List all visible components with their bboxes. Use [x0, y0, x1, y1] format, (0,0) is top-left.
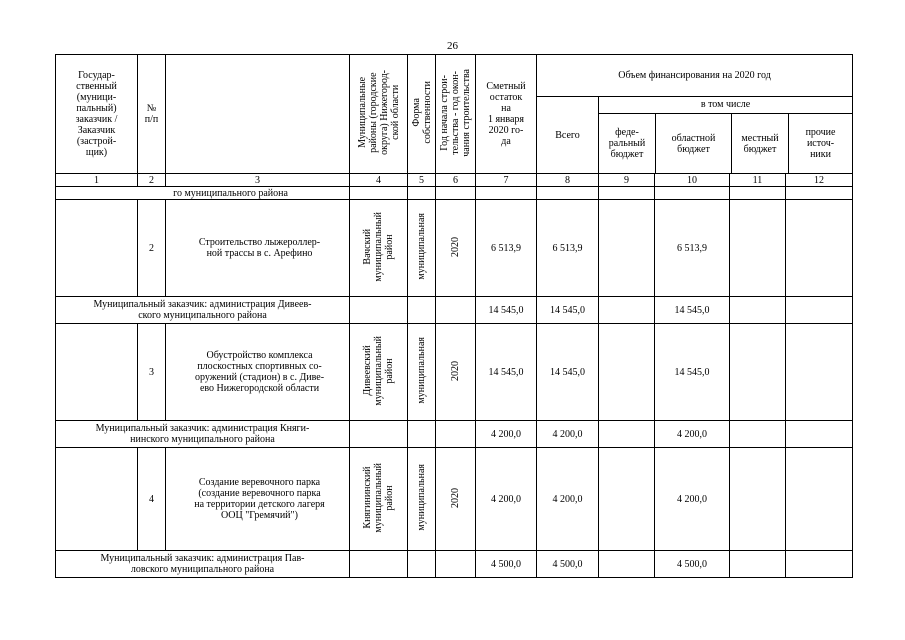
- col-num: 8: [537, 174, 599, 187]
- object-local: [730, 448, 786, 551]
- object-federal: [599, 324, 655, 421]
- col-num: 7: [476, 174, 537, 187]
- object-ownership-text: муниципальная: [416, 337, 427, 404]
- object-federal: [599, 448, 655, 551]
- customer-title: Муниципальный заказчик: администрация Княги- нинского муниципального района: [56, 421, 350, 448]
- object-federal: [599, 200, 655, 297]
- object-years: [436, 200, 476, 297]
- object-regional: 14 545,0: [655, 324, 730, 421]
- col-num: 10: [655, 174, 730, 187]
- customer-balance: 14 545,0: [476, 297, 537, 324]
- continuation-customer: го муниципального района: [56, 187, 350, 200]
- object-other: [786, 324, 853, 421]
- header-number: № п/п: [138, 55, 166, 174]
- object-district-text: Вачский муниципальный район: [362, 211, 395, 282]
- object-ownership: [408, 200, 436, 297]
- object-local: [730, 200, 786, 297]
- customer-regional: 14 545,0: [655, 297, 730, 324]
- object-balance: 6 513,9: [476, 200, 537, 297]
- object-local: [730, 324, 786, 421]
- object-number: 3: [138, 324, 166, 421]
- header-years-text: Год начала строи- тельства - год окон- чания строительства: [439, 68, 472, 157]
- header-including-block: [599, 97, 853, 174]
- header-balance: Сметный остаток на 1 января 2020 го- да: [476, 55, 537, 174]
- header-funding-title: Объем финансирования на 2020 год: [537, 55, 853, 97]
- col-num: 2: [138, 174, 166, 187]
- header-total: Всего: [537, 97, 599, 174]
- object-ownership-text: муниципальная: [416, 213, 427, 280]
- customer-row: [56, 551, 853, 578]
- object-years-text: 2020: [450, 360, 461, 381]
- customer-title: Муниципальный заказчик: администрация Дивеев- ского муниципального района: [56, 297, 350, 324]
- object-ownership: [408, 324, 436, 421]
- column-numbers-row: [56, 174, 853, 187]
- object-ownership: [408, 448, 436, 551]
- customer-regional: 4 500,0: [655, 551, 730, 578]
- object-row: [56, 324, 853, 421]
- customer-regional: 4 200,0: [655, 421, 730, 448]
- header-object: [166, 55, 350, 174]
- object-ownership-text: муниципальная: [416, 464, 427, 531]
- object-district: [350, 448, 408, 551]
- page-number: 26: [447, 40, 458, 52]
- header-ownership: [408, 55, 436, 174]
- header-district: [350, 55, 408, 174]
- object-district: [350, 200, 408, 297]
- object-regional: 6 513,9: [655, 200, 730, 297]
- col-num: 4: [350, 174, 408, 187]
- object-regional: 4 200,0: [655, 448, 730, 551]
- customer-row: [56, 297, 853, 324]
- object-total: 14 545,0: [537, 324, 599, 421]
- customer-total: 4 500,0: [537, 551, 599, 578]
- header-years: [436, 55, 476, 174]
- header-customer: Государ- ственный (муници- пальный) заказчик / Заказчик (застрой- щик): [56, 55, 138, 174]
- object-customer-empty: [56, 200, 138, 297]
- col-num: 12: [786, 174, 853, 187]
- object-name: Обустройство комплекса плоскостных спортивных со- оружений (стадион) в с. Диве- ево Нижегородской области: [166, 324, 350, 421]
- object-balance: 14 545,0: [476, 324, 537, 421]
- header-district-text: Муниципальные районы (городские округа) Нижегород- ской области: [356, 70, 401, 155]
- header-local: местный бюджет: [732, 114, 789, 173]
- header-row-1: [56, 55, 853, 97]
- financing-table: [55, 54, 853, 578]
- object-other: [786, 448, 853, 551]
- object-district-text: Дивеевский муниципальный район: [362, 335, 395, 406]
- header-regional: областной бюджет: [656, 114, 732, 173]
- customer-balance: 4 200,0: [476, 421, 537, 448]
- customer-title: Муниципальный заказчик: администрация Пав- ловского муниципального района: [56, 551, 350, 578]
- object-other: [786, 200, 853, 297]
- header-federal: феде- ральный бюджет: [599, 114, 656, 173]
- object-balance: 4 200,0: [476, 448, 537, 551]
- object-years-text: 2020: [450, 236, 461, 257]
- customer-balance: 4 500,0: [476, 551, 537, 578]
- object-number: 2: [138, 200, 166, 297]
- customer-row: [56, 421, 853, 448]
- object-years: [436, 324, 476, 421]
- col-num: 11: [730, 174, 786, 187]
- col-num: 5: [408, 174, 436, 187]
- object-name: Создание веревочного парка (создание веревочного парка на территории детского лагеря ООЦ "Гремячий"): [166, 448, 350, 551]
- col-num: 3: [166, 174, 350, 187]
- header-ownership-text: Форма собственности: [410, 81, 433, 144]
- customer-total: 4 200,0: [537, 421, 599, 448]
- continuation-row: [56, 187, 853, 200]
- object-row: [56, 200, 853, 297]
- col-num: 1: [56, 174, 138, 187]
- header-including: в том числе: [599, 97, 852, 114]
- object-district: [350, 324, 408, 421]
- object-years-text: 2020: [450, 487, 461, 508]
- col-num: 6: [436, 174, 476, 187]
- object-years: [436, 448, 476, 551]
- object-number: 4: [138, 448, 166, 551]
- object-total: 4 200,0: [537, 448, 599, 551]
- object-row: [56, 448, 853, 551]
- header-other: прочие источ- ники: [805, 127, 836, 160]
- object-name: Строительство лыжероллер- ной трассы в с. Арефино: [166, 200, 350, 297]
- customer-total: 14 545,0: [537, 297, 599, 324]
- col-num: 9: [599, 174, 655, 187]
- object-total: 6 513,9: [537, 200, 599, 297]
- object-district-text: Княгининский муниципальный район: [362, 462, 395, 533]
